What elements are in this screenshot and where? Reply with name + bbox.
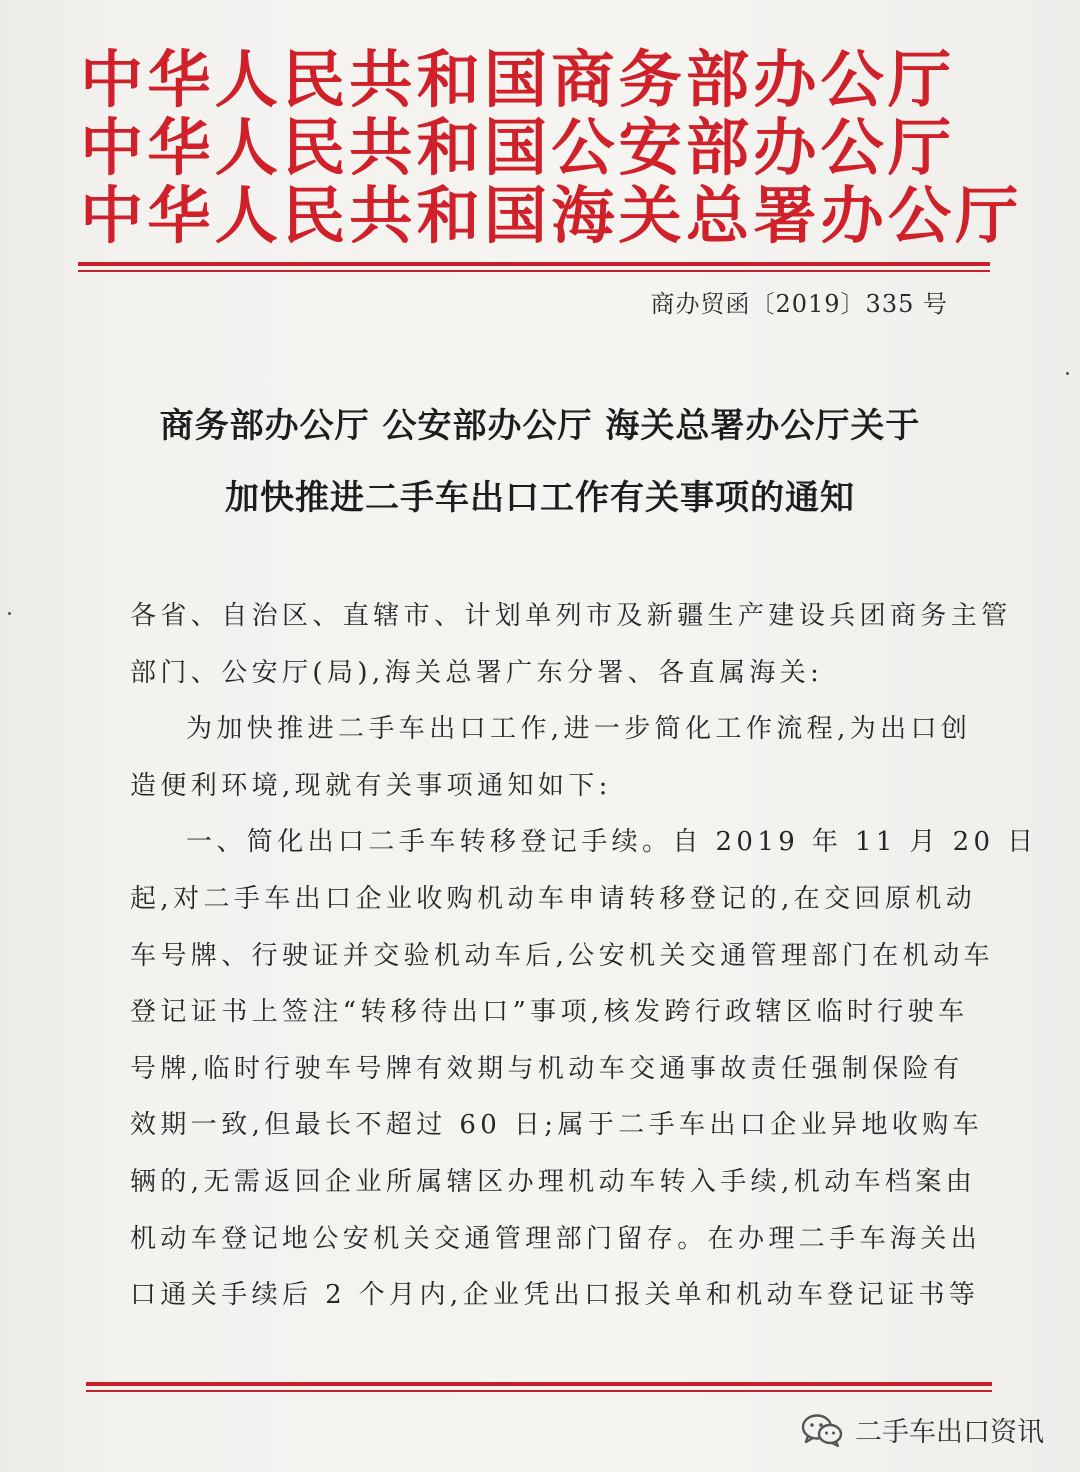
- header-red-rule-thin: [78, 270, 990, 272]
- header-red-rule: [78, 262, 990, 266]
- paper-speck: [1066, 372, 1069, 375]
- body-line: 号牌,临时行驶车号牌有效期与机动车交通事故责任强制保险有: [130, 1053, 964, 1084]
- footer-red-rule-thin: [86, 1390, 992, 1392]
- issuing-authorities-header: [80, 43, 1023, 252]
- body-line: 效期一致,但最长不超过 60 日;属于二手车出口企业异地收购车: [130, 1110, 984, 1141]
- issuer-line-customs: 中华人民共和国海关总署办公厅: [80, 179, 1023, 252]
- body-line: 机动车登记地公安机关交通管理部门留存。在办理二手车海关出: [130, 1223, 982, 1254]
- footer-red-rule: [86, 1382, 992, 1386]
- body-line: 一、简化出口二手车转移登记手续。自 2019 年 11 月 20 日: [186, 827, 1038, 858]
- body-line: 部门、公安厅(局),海关总署广东分署、各直属海关:: [130, 657, 824, 688]
- body-line: 起,对二手车出口企业收购机动车申请转移登记的,在交回原机动: [130, 883, 977, 914]
- body-line: 造便利环境,现就有关事项通知如下:: [130, 770, 612, 801]
- paper-speck: [8, 612, 11, 615]
- notice-body: [130, 588, 1038, 1324]
- body-line: 口通关手续后 2 个月内,企业凭出口报关单和机动车登记证书等: [130, 1280, 980, 1311]
- notice-title-line-2: 加快推进二手车出口工作有关事项的通知: [225, 478, 855, 518]
- notice-title-line-1: 商务部办公厅 公安部办公厅 海关总署办公厅关于: [159, 406, 921, 446]
- document-number: 商办贸函〔2019〕335 号: [650, 290, 948, 318]
- issuer-line-public-security: 中华人民共和国公安部办公厅: [80, 111, 956, 184]
- wechat-icon: [801, 1413, 843, 1447]
- issuer-line-commerce: 中华人民共和国商务部办公厅: [80, 43, 956, 116]
- body-line: 辆的,无需返回企业所属辖区办理机动车转入手续,机动车档案由: [130, 1166, 977, 1197]
- body-line: 各省、自治区、直辖市、计划单列市及新疆生产建设兵团商务主管: [130, 601, 1012, 631]
- body-line: 登记证书上签注“转移待出口”事项,核发跨行政辖区临时行驶车: [130, 997, 969, 1028]
- watermark-text: 二手车出口资讯: [855, 1417, 1044, 1448]
- wechat-watermark: [801, 1410, 1044, 1449]
- body-line: 车号牌、行驶证并交验机动车后,公安机关交通管理部门在机动车: [130, 940, 994, 971]
- body-line: 为加快推进二手车出口工作,进一步简化工作流程,为出口创: [186, 714, 972, 745]
